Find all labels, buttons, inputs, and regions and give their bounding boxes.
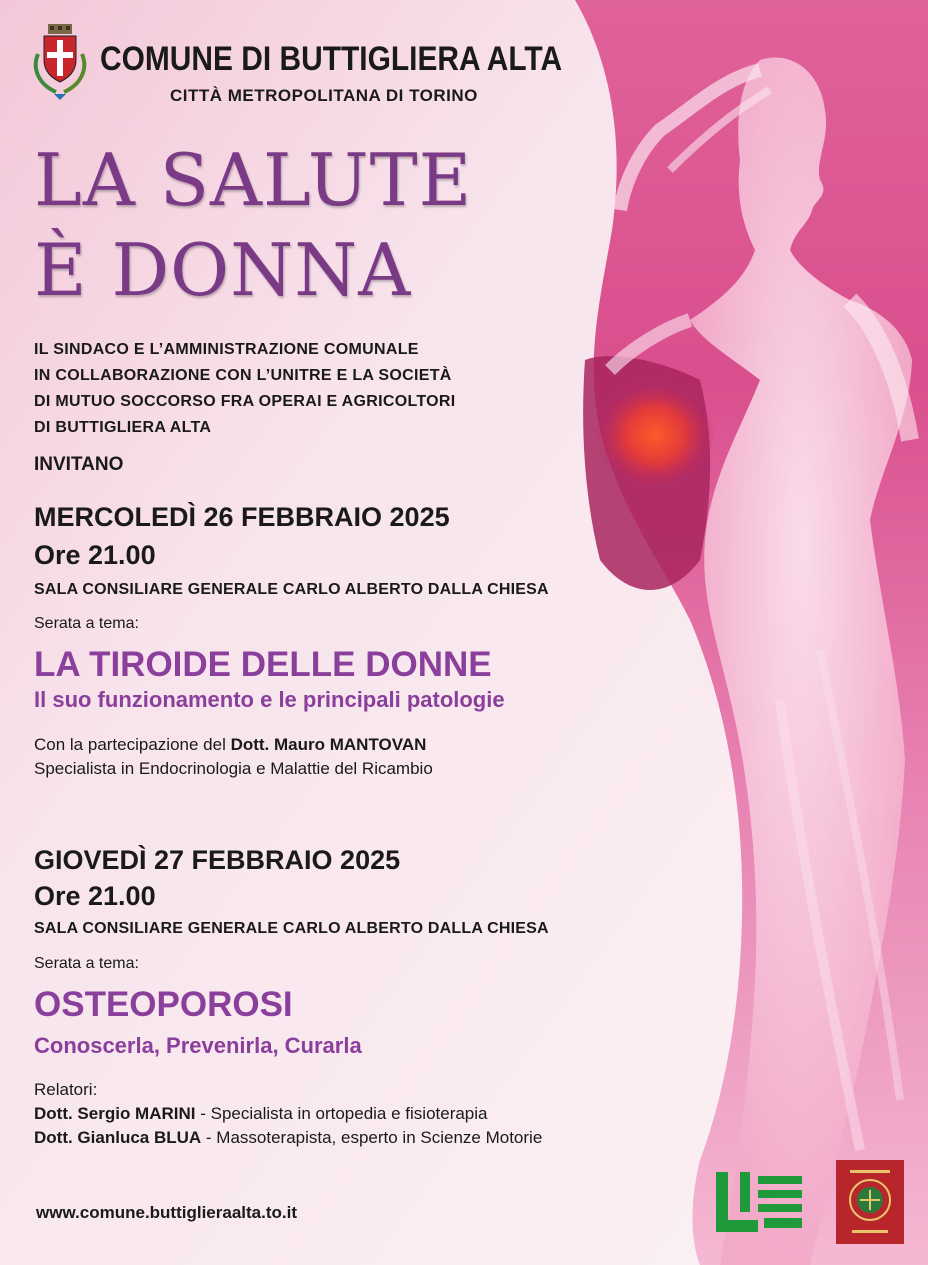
intro-line: DI MUTUO SOCCORSO FRA OPERAI E AGRICOLTORI xyxy=(34,393,456,410)
website-url[interactable] xyxy=(36,1203,297,1223)
event1-participation xyxy=(34,733,433,757)
main-title-line1: LA SALUTE xyxy=(34,138,473,222)
speaker2-name: Dott. Gianluca BLUA xyxy=(34,1128,202,1147)
event1-topic-subtitle: Il suo funzionamento e le principali patologie xyxy=(34,687,505,712)
event2-speakers-block xyxy=(34,1078,542,1150)
main-title-line2: È DONNA xyxy=(34,228,412,312)
event2-date: GIOVEDÌ 27 FEBBRAIO 2025 xyxy=(34,845,401,875)
invitano-label: INVITANO xyxy=(34,454,124,475)
event1-time: Ore 21.00 xyxy=(34,540,156,570)
event2-topic: OSTEOPOROSI xyxy=(34,985,293,1024)
event2-speaker1 xyxy=(34,1102,542,1126)
url-prefix: www. xyxy=(36,1203,80,1222)
intro-line: IL SINDACO E L’AMMINISTRAZIONE COMUNALE xyxy=(34,341,419,358)
event1-date: MERCOLEDÌ 26 FEBBRAIO 2025 xyxy=(34,502,450,532)
event1-speaker-block xyxy=(34,733,433,781)
event2-time: Ore 21.00 xyxy=(34,881,156,911)
comune-title: COMUNE DI BUTTIGLIERA ALTA xyxy=(100,40,563,78)
comune-subtitle: CITTÀ METROPOLITANA DI TORINO xyxy=(170,86,478,105)
url-domain: comune.buttiglieraalta.to.it xyxy=(79,1203,298,1222)
mutuo-soccorso-seal-icon xyxy=(836,1160,904,1244)
unitre-logo-icon xyxy=(714,1168,806,1236)
speaker1-name: Dott. Sergio MARINI xyxy=(34,1104,196,1123)
intro-line: IN COLLABORAZIONE CON L’UNITRE E LA SOCIETÀ xyxy=(34,367,452,384)
participation-prefix: Con la partecipazione del xyxy=(34,735,231,754)
event1-speaker-name: Dott. Mauro MANTOVAN xyxy=(230,735,427,754)
speaker2-role: - Massoterapista, esperto in Scienze Motorie xyxy=(201,1128,543,1147)
event2-serata-label: Serata a tema: xyxy=(34,955,139,972)
event1-topic: LA TIROIDE DELLE DONNE xyxy=(34,645,492,684)
event2-topic-subtitle: Conoscerla, Prevenirla, Curarla xyxy=(34,1033,362,1058)
event2-speaker2 xyxy=(34,1126,542,1150)
relatori-label: Relatori: xyxy=(34,1080,98,1099)
event1-venue: SALA CONSILIARE GENERALE CARLO ALBERTO DALLA CHIESA xyxy=(34,581,549,598)
speaker1-role: - Specialista in ortopedia e fisioterapia xyxy=(195,1104,488,1123)
event2-venue: SALA CONSILIARE GENERALE CARLO ALBERTO DALLA CHIESA xyxy=(34,920,549,937)
intro-block xyxy=(34,337,456,441)
event1-speaker-role: Specialista in Endocrinologia e Malattie del Ricambio xyxy=(34,759,433,778)
intro-line: DI BUTTIGLIERA ALTA xyxy=(34,419,212,436)
event1-serata-label: Serata a tema: xyxy=(34,615,139,632)
